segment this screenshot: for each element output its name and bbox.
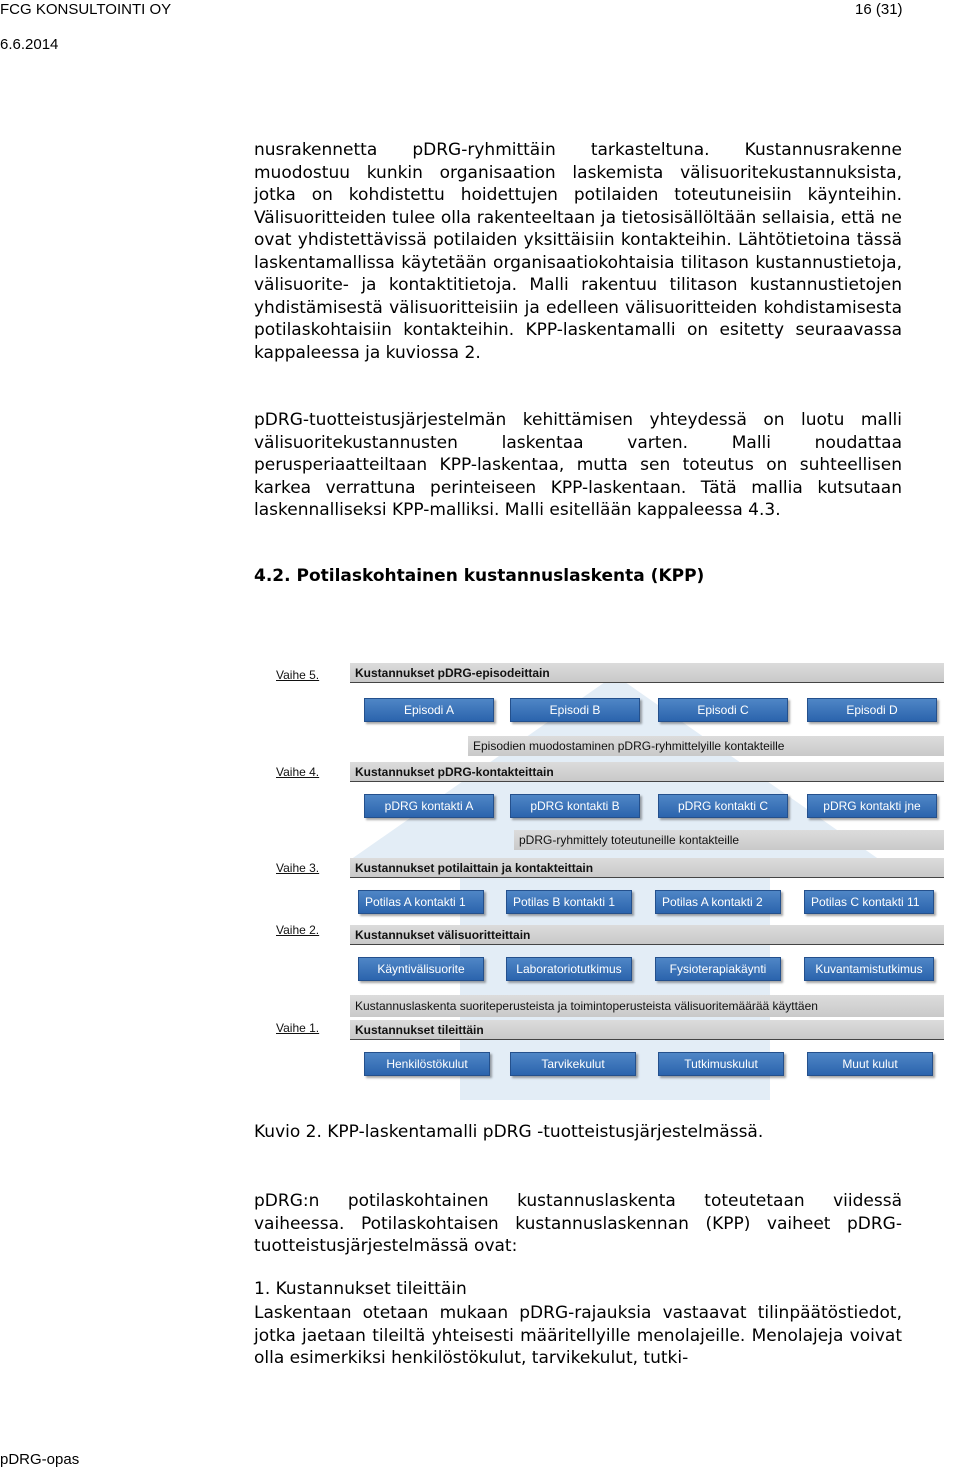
stage-4-label: Vaihe 4.	[276, 765, 320, 779]
header-company: FCG KONSULTOINTI OY	[0, 1, 172, 18]
box-pdrg-contact-c: pDRG kontakti C	[658, 794, 788, 818]
bar-costs-by-intermediate-output: Kustannukset välisuoritteittain	[350, 925, 944, 945]
box-episode-d: Episodi D	[807, 698, 937, 722]
header-date: 6.6.2014	[0, 36, 59, 53]
box-imaging-test: Kuvantamistutkimus	[804, 957, 934, 981]
box-patient-a-contact-1: Potilas A kontakti 1	[358, 890, 484, 914]
box-pdrg-contact-a: pDRG kontakti A	[364, 794, 494, 818]
paragraph-4: Laskentaan otetaan mukaan pDRG-rajauksia vastaavat tilinpäätöstiedot, jotka jaetaan tileiltä yhteisesti määritellyille menolajeille. Menolajeja voivat olla esimerkiksi henkilöstökulut, tarvikekulut, tutki-	[254, 1303, 902, 1368]
stage-1-label: Vaihe 1.	[276, 1021, 320, 1035]
box-research-costs: Tutkimuskulut	[658, 1052, 784, 1076]
box-physiotherapy-visit: Fysioterapiakäynti	[655, 957, 781, 981]
paragraph-1: nusrakennetta pDRG-ryhmittäin tarkasteltuna. Kustannusrakenne muodostuu kunkin organisaation laskemista välisuoritekustannuksista, jotka on kohdistettu hoidettujen potilaiden toteutuneisiin käynteihin. Välisuoritteiden tulee olla rakenteeltaan ja tietosisällöltään sellaisia, että ne ovat yhdistettävissä potilaiden yksittäisiin kontakteihin. Lähtötietoina tässä laskentamallissa käytetään organisaatiokohtaisia tilitason kustannustietoja, välisuorite- ja kontaktitietoja. Malli rakentuu tilitason kustannustietojen yhdistämisestä välisuoritteisiin ja edelleen välisuoritteiden kohdistamisesta potilaskohtaisiin kontakteihin. KPP-laskentamalli on esitetty seuraavassa kappaleessa ja kuviossa 2.	[254, 140, 902, 363]
stage-5-label: Vaihe 5.	[276, 668, 320, 682]
box-episode-a: Episodi A	[364, 698, 494, 722]
box-other-costs: Muut kulut	[807, 1052, 933, 1076]
box-visit-output: Käyntivälisuorite	[358, 957, 484, 981]
bar-pdrg-grouping: pDRG-ryhmittely toteutuneille kontakteille	[514, 830, 944, 850]
box-lab-test: Laboratoriotutkimus	[506, 957, 632, 981]
paragraph-2: pDRG-tuotteistusjärjestelmän kehittämisen yhteydessä on luotu malli välisuoritekustannusten laskentaa varten. Malli noudattaa perusperiaatteiltaan KPP-laskentaa, mutta sen toteutus on suhteellisen karkea verrattuna perinteiseen KPP-laskentaan. Tätä mallia kutsutaan laskennalliseksi KPP-malliksi. Malli esitellään kappaleessa 4.3.	[254, 410, 902, 520]
bar-costs-by-patient-contact: Kustannukset potilaittain ja kontakteittain	[350, 858, 944, 878]
paragraph-3: pDRG:n potilaskohtainen kustannuslaskenta toteutetaan viidessä vaiheessa. Potilaskohtaisen kustannuslaskennan (KPP) vaiheet pDRG-tuotteistusjärjestelmässä ovat:	[254, 1191, 902, 1256]
bar-cost-calculation-method: Kustannuslaskenta suoriteperusteista ja toimintoperusteista välisuoritemäärää käyttäen	[350, 995, 944, 1017]
figure-caption: Kuvio 2. KPP-laskentamalli pDRG -tuotteistusjärjestelmässä.	[254, 1122, 764, 1142]
bar-episode-formation: Episodien muodostaminen pDRG-ryhmittelyille kontakteille	[468, 736, 944, 756]
list-item-1-title: 1. Kustannukset tileittäin	[254, 1279, 467, 1299]
bar-costs-by-pdrg-contact: Kustannukset pDRG-kontakteittain	[350, 762, 944, 782]
box-personnel-costs: Henkilöstökulut	[364, 1052, 490, 1076]
box-episode-b: Episodi B	[510, 698, 640, 722]
bar-costs-by-episode: Kustannukset pDRG-episodeittain	[350, 663, 944, 683]
stage-2-label: Vaihe 2.	[276, 923, 320, 937]
section-heading: 4.2. Potilaskohtainen kustannuslaskenta (KPP)	[254, 566, 705, 586]
stage-3-label: Vaihe 3.	[276, 861, 320, 875]
box-patient-a-contact-2: Potilas A kontakti 2	[655, 890, 781, 914]
bar-costs-by-account: Kustannukset tileittäin	[350, 1020, 944, 1040]
box-episode-c: Episodi C	[658, 698, 788, 722]
footer-label: pDRG-opas	[0, 1451, 80, 1468]
kpp-model-figure	[270, 660, 960, 1100]
box-supply-costs: Tarvikekulut	[510, 1052, 636, 1076]
box-patient-b-contact-1: Potilas B kontakti 1	[506, 890, 632, 914]
box-pdrg-contact-etc: pDRG kontakti jne	[807, 794, 937, 818]
box-pdrg-contact-b: pDRG kontakti B	[510, 794, 640, 818]
header-page-number: 16 (31)	[855, 1, 903, 18]
box-patient-c-contact-11: Potilas C kontakti 11	[804, 890, 934, 914]
